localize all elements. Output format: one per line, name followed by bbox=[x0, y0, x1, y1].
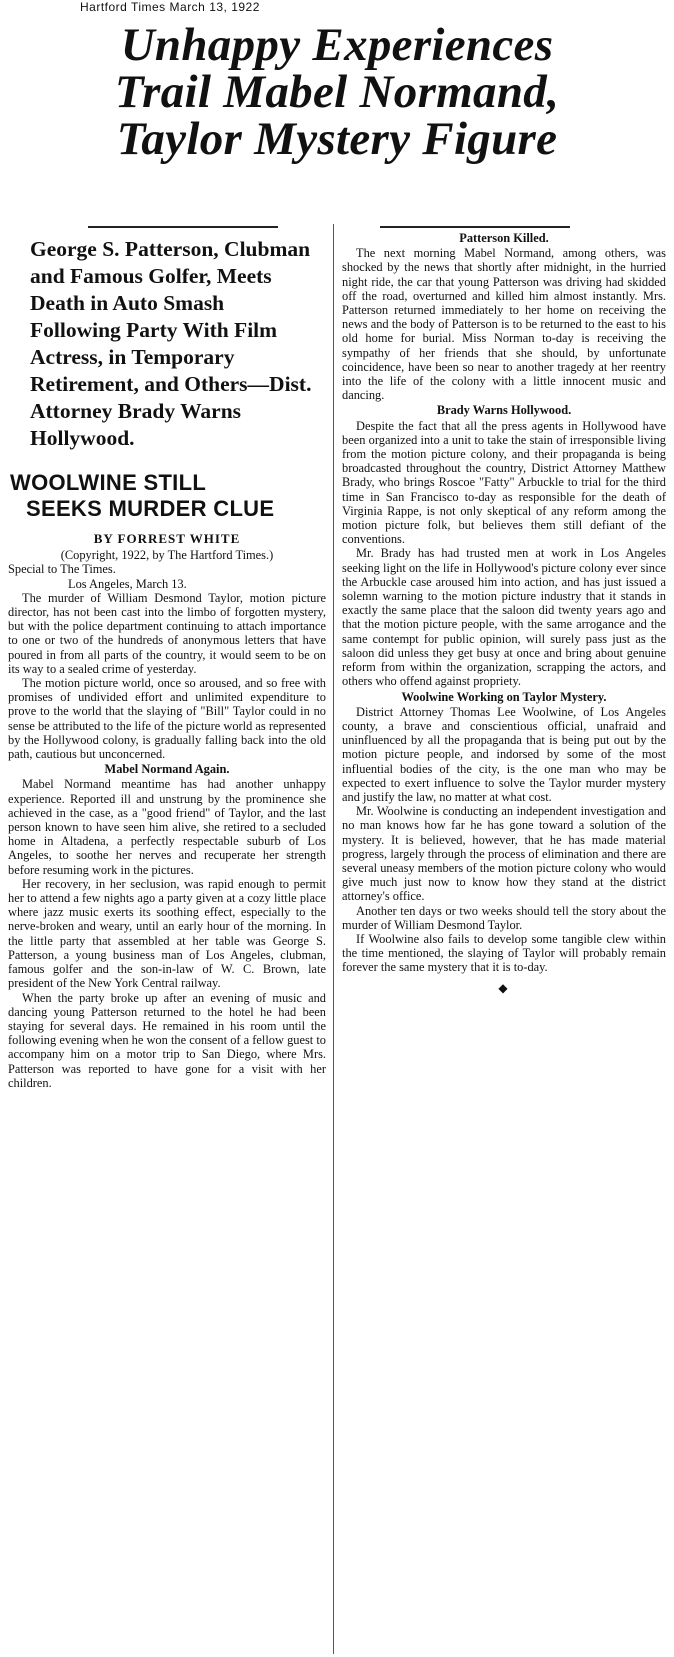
subheadline bbox=[10, 470, 326, 522]
paragraph: The motion picture world, once so aroused, and so free with promises of undivided effort and unlimited expenditure to prove to the world that the slaying of "Bill" Taylor could in no sense be attributed to the life of the picture world as represented by the Hollywood colony, is gradually falling back into the old path, cautious but unconcerned. bbox=[8, 676, 326, 762]
paragraph: The next morning Mabel Normand, among others, was shocked by the news that shortly after midnight, in the hurried night ride, the car that young Patterson was driving had skidded off the road, overturned and killed him almost instantly. Mrs. Patterson returned immediately to her home on receiving the news and the body of Patterson is to be returned to the east to his old home for burial. Miss Norman to-day is receiving the sympathy of her friends that she should, by unfortunate coincidence, have been so near to another tragedy at her reentry into the life of the colony with a little innocent music and dancing. bbox=[342, 246, 666, 403]
dateline: Hartford Times March 13, 1922 bbox=[80, 0, 260, 14]
right-column bbox=[342, 230, 666, 995]
paragraph: When the party broke up after an evening of music and dancing young Patterson returned to the hotel he had been staying for several days. He remained in his room until the following evening when he won the consent of a fellow guest to accompany him on a motor trip to San Diego, where Mrs. Patterson was reported to have gone for a visit with her children. bbox=[8, 990, 326, 1090]
section-heading-woolwine: Woolwine Working on Taylor Mystery. bbox=[401, 689, 607, 704]
paragraph: If Woolwine also fails to develop some tangible clew within the time mentioned, the slaying of Taylor will probably remain forever the same mystery that it is to-day. bbox=[342, 931, 666, 975]
deck-headline: George S. Patterson, Clubman and Famous Golfer, Meets Death in Auto Smash Following Party With Film Actress, in Temporary Retirement, and Others—Dist. Attorney Brady Warns Hollywood. bbox=[30, 237, 312, 450]
headline-line-1: Unhappy Experiences bbox=[120, 19, 554, 71]
section-heading-brady: Brady Warns Hollywood. bbox=[436, 403, 572, 418]
end-mark: ◆ bbox=[498, 980, 510, 995]
paragraph: Mabel Normand meantime has had another unhappy experience. Reported ill and unstrung by the prominence she achieved in the case, as a "good friend" of Taylor, and the last person known to have seen him alive, she retired to a secluded home in Altadena, a perfectly respectable suburb of Los Angeles, to soothe her nerves and recuperate her strength before resuming work in the pictures. bbox=[8, 777, 326, 877]
section-heading-mabel: Mabel Normand Again. bbox=[104, 762, 230, 777]
left-column bbox=[8, 230, 326, 1090]
byline: BY FORREST WHITE bbox=[93, 531, 241, 546]
place-dateline: Los Angeles, March 13. bbox=[68, 576, 187, 591]
paragraph: Despite the fact that all the press agents in Hollywood have been organized into a unit to take the stain of irresponsible living from the motion picture colony, and their propaganda is being broadcasted throughout the country, District Attorney Matthew Brady, who brings Roscoe "Fatty" Arbuckle to trial for the third time in San Francisco to-day as responsible for the death of Virginia Rappe, is not only skeptical of any reform among the motion picture folk, but believes them still defiant of the conventions. bbox=[342, 418, 666, 547]
paragraph: Her recovery, in her seclusion, was rapid enough to permit her to attend a few nights ago a party given at a cozy little place where jazz music exerts its soothing effect, especially to the nerve-broken and weary, until an early hour of the morning. In the little party that assembled at her table was George S. Patterson, a young business man of Los Angeles, clubman, famous golfer and the son-in-law of W. C. Brown, late president of the New York Central railway. bbox=[8, 876, 326, 991]
paragraph: Another ten days or two weeks should tell the story about the murder of William Desmond Taylor. bbox=[342, 903, 666, 932]
headline bbox=[8, 19, 666, 165]
special-line: Special to The Times. bbox=[8, 562, 116, 577]
copyright-line: (Copyright, 1922, by The Hartford Times.) bbox=[60, 548, 274, 563]
headline-line-3: Taylor Mystery Figure bbox=[116, 113, 558, 165]
column-divider bbox=[333, 224, 334, 1654]
headline-rule-left bbox=[88, 226, 278, 228]
paragraph: Mr. Brady has had trusted men at work in Los Angeles seeking light on the life in Hollywood's picture colony ever since the Arbuckle case aroused him into action, and has just issued a solemn warning to the motion picture industry that it stands in exactly the same place that the saloon did twenty years ago and that the motion picture people, with the same arrogance and the same contempt for public opinion, will surely pass just as the saloon did unless they get busy at once and bring about genuine reform from within the organization, scrapping the actors, and others who offend against propriety. bbox=[342, 546, 666, 689]
headline-line-2: Trail Mabel Normand, bbox=[114, 66, 560, 118]
subheadline-line-1: WOOLWINE STILL bbox=[10, 470, 207, 495]
paragraph: Mr. Woolwine is conducting an independent investigation and no man knows how far he has gone toward a solution of the mystery. It is believed, however, that he has made material progress, largely through the process of elimination and there are several uneasy members of the motion picture colony who would give much just now to know how they stand at the district attorney's office. bbox=[342, 804, 666, 904]
headline-rule-right bbox=[380, 226, 570, 228]
paragraph: The murder of William Desmond Taylor, motion picture director, has not been cast into the limbo of forgotten mystery, but with the police department continuing to attach importance to one or two of the hundreds of anonymous letters that have poured in from all parts of the country, it would seem to be on its way to a sealed crime of yesterday. bbox=[8, 590, 326, 676]
subheadline-line-2: SEEKS MURDER CLUE bbox=[26, 496, 275, 521]
section-heading-patterson: Patterson Killed. bbox=[459, 231, 549, 245]
paragraph: District Attorney Thomas Lee Woolwine, of Los Angeles county, a brave and conscientious official, unafraid and uninfluenced by all the propaganda that is being put out by the motion picture people, and indorsed by some of the most influential bodies of the city, is the one man who may be expected to exert influence to solve the Taylor murder mystery and justify the law, no matter at what cost. bbox=[342, 704, 666, 804]
